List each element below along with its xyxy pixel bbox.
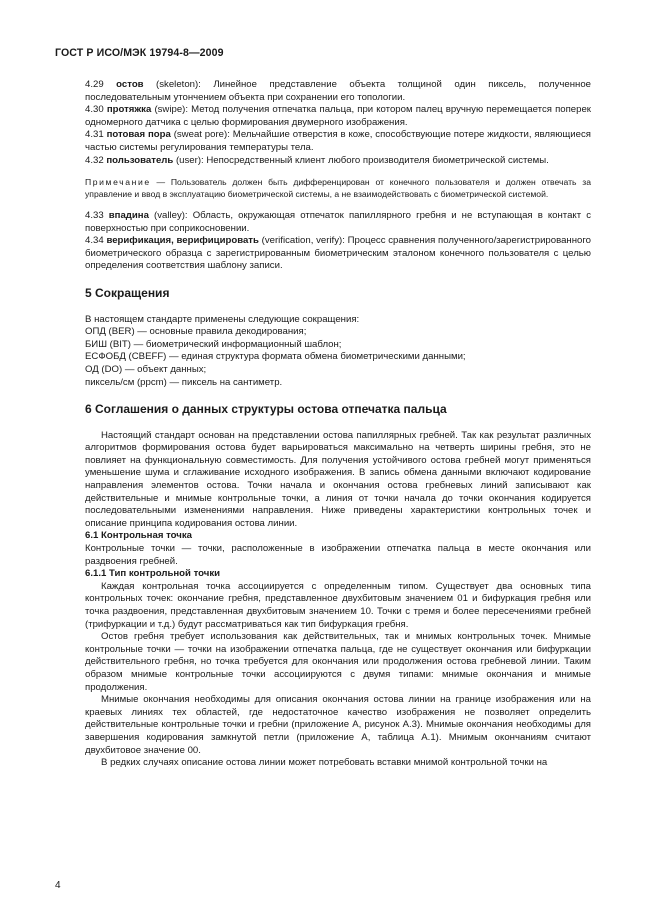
term-english: (swipe): <box>151 104 189 116</box>
term-number: 4.30 <box>85 104 104 116</box>
term-name: потовая пора <box>106 129 171 141</box>
page-number: 4 <box>55 880 61 891</box>
term-entry <box>85 235 591 273</box>
subsection-6-1-heading: 6.1 Контрольная точка <box>85 530 192 542</box>
term-definition: Непосредственный клиент любого производителя биометрической системы. <box>203 154 549 166</box>
abbrev-item: БИШ (BIT) — биометрический информационный шаблон; <box>85 338 342 350</box>
abbrev-item: ОПД (BER) — основные правила декодирования; <box>85 326 307 338</box>
term-name: протяжка <box>106 104 152 116</box>
note-paragraph <box>85 177 591 200</box>
term-name: верификация, верифицировать <box>106 235 259 247</box>
term-english: (user): <box>173 154 204 166</box>
paragraph: Мнимые окончания необходимы для описания окончания остова линии на границе изображения или на краевых линиях тех областей, где недостаточное качество изображения не позволяет определить действительные контрольные точки и гребни (приложение А, рисунок А.3). Мнимые окончания необходимы для завершения кодирования замкнутой петли (приложение А, таблица А.1). Мнимым окончаниям считают двухбитовое значение 00. <box>85 694 591 756</box>
section-6-heading: 6 Соглашения о данных структуры остова отпечатка пальца <box>85 402 447 417</box>
term-definition: Метод получения отпечатка пальца, при котором палец вручную перемещается поперек одномерного датчика с целью формирования двумерного изображения. <box>85 104 591 128</box>
abbrev-intro: В настоящем стандарте применены следующие сокращения: <box>85 313 360 325</box>
term-definition: Область, окружающая отпечаток папиллярного гребня и не вступающая в контакт с поверхностью при соприкосновении. <box>85 209 592 234</box>
term-definition: Мельчайшие отверстия в коже, способствующие потере жидкости, являющиеся частью системы регулирования температуры тела. <box>85 129 591 153</box>
term-name: остов <box>116 79 144 90</box>
term-number: 4.33 <box>85 209 104 221</box>
term-number: 4.34 <box>85 235 104 247</box>
standard-header: ГОСТ Р ИСО/МЭК 19794-8—2009 <box>55 47 224 59</box>
abbrev-item: ОД (DO) — объект данных; <box>85 363 207 375</box>
term-entry <box>85 155 591 168</box>
note-text: — Пользователь должен быть дифференцирован от конечного пользователя и должен отвечать за управление и ввод в эксплуатацию биометрической системы, а не взаимодействовать с биометрической системой. <box>85 177 591 199</box>
term-number: 4.32 <box>85 154 104 166</box>
section-5-heading: 5 Сокращения <box>85 285 170 300</box>
term-entry <box>85 104 591 129</box>
term-number: 4.31 <box>85 129 104 141</box>
term-english: (valley): <box>148 209 188 221</box>
page-content <box>85 79 591 770</box>
paragraph: Настоящий стандарт основан на представлении остова папиллярных гребней. Так как результат различных алгоритмов формирования остова будет варьироваться максимально на четверть ширины гребня, это не повлияет на функциональную совместимость. Для получения устойчивого остова гребней могут применяться уменьшение шума и сглаживание исходного изображения. В запись обмена данными включают кодирование направления элементов остова. Точки начала и окончания остова гребневых линий записывают как действительные и мнимые контрольные точки, а линия от точки начала до точки окончания кодируется последовательными изменениями направления. Ниже приведены характеристики контрольных точек и описание принципа кодирования остова линии. <box>85 429 591 529</box>
paragraph: Контрольные точки — точки, расположенные в изображении отпечатка пальца в месте окончания или раздвоения гребней. <box>85 543 591 567</box>
abbrev-item: ЕСФОБД (CBEFF) — единая структура формата обмена биометрическими данными; <box>85 351 466 363</box>
term-name: пользователь <box>106 154 174 166</box>
term-number: 4.29 <box>85 79 104 90</box>
term-definition: Процесс сравнения полученного/зарегистрированного биометрического образца с зарегистрированным биометрическим эталоном конечного пользователя с целью определения соответствия шаблону записи. <box>85 235 591 272</box>
paragraph: В редких случаях описание остова линии может потребовать вставки мнимой контрольной точки на <box>101 757 548 769</box>
note-label: Примечание <box>85 177 151 188</box>
term-definition: Линейное представление объекта толщиной один пиксель, полученное последовательным утончением объекта при сохранении его топологии. <box>85 79 591 103</box>
term-english: (sweat pore): <box>170 129 230 141</box>
term-entry <box>85 79 591 104</box>
abbrev-item: пиксель/см (ppcm) — пиксель на сантиметр. <box>85 376 283 388</box>
paragraph: Каждая контрольная точка ассоциируется с определенным типом. Существует два основных типа контрольных точек: окончание гребня, представленное двухбитовым значением 01 и бифуркация гребня или точка раздвоения, представленная двухбитовым значением 10. Точки с тремя и более пересечениями гребней (трифуркации и т.д.) будут рассматриваться как тип бифуркация гребня. <box>85 580 591 630</box>
term-english: (skeleton): <box>143 79 201 90</box>
subsection-6-1-1-heading: 6.1.1 Тип контрольной точки <box>85 568 221 580</box>
term-english: (verification, verify): <box>258 235 345 247</box>
term-name: впадина <box>108 209 149 221</box>
paragraph: Остов гребня требует использования как действительных, так и мнимых контрольных точек. Мнимые контрольные точки — точки на изображении отпечатка пальца, где не существует окончания или бифуркации действительного гребня, но точка требуется для окончания или продолжения остова гребневой линии. Таким образом мнимые контрольные точки ассоциируются с двумя типами: мнимые окончания и мнимые продолжения. <box>85 631 591 693</box>
term-entry <box>85 210 591 235</box>
term-entry <box>85 129 591 154</box>
